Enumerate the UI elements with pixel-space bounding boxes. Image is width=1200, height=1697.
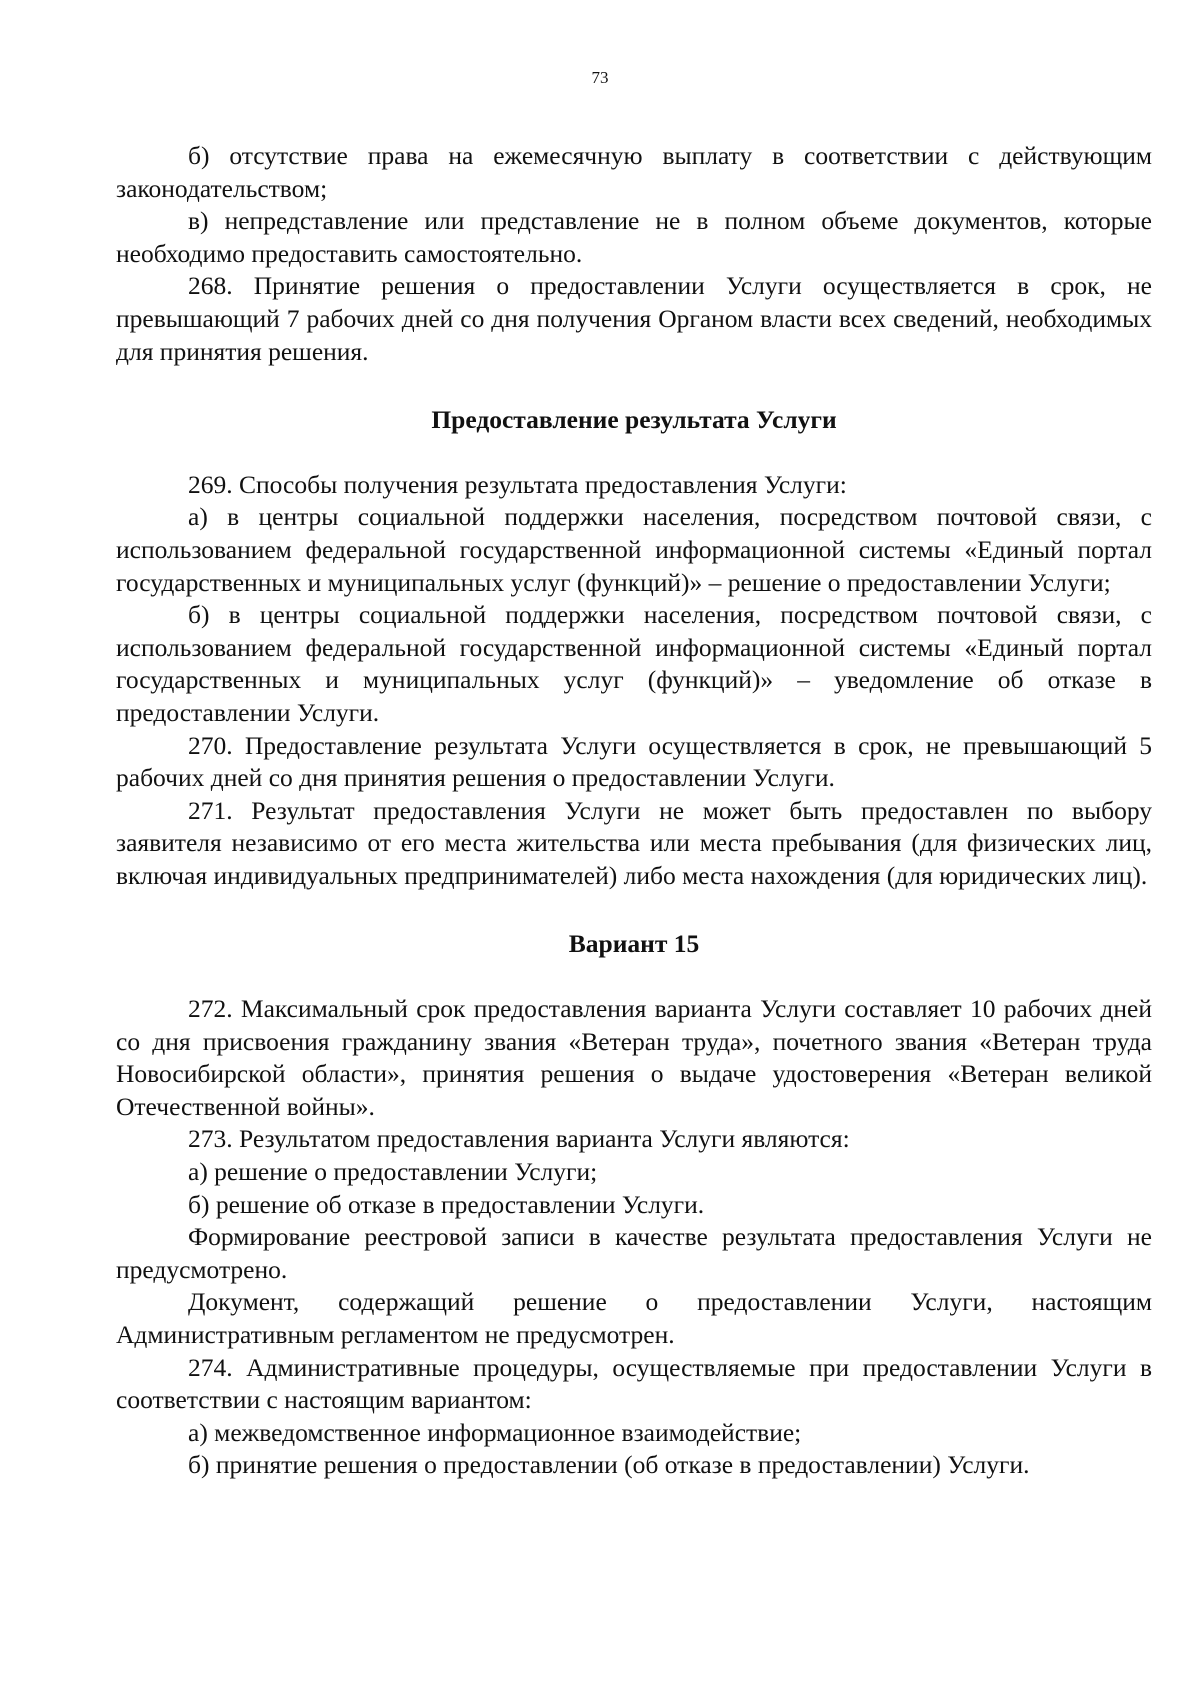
paragraph: 272. Максимальный срок предоставления варианта Услуги составляет 10 рабочих дней со дня присвоения гражданину звания «Ветеран труда», почетного звания «Ветеран труда Новосибирской области», принятия решения о выдаче удостоверения «Ветеран великой Отечественной войны». <box>116 994 1152 1121</box>
document-body <box>116 140 1152 1482</box>
paragraph: а) межведомственное информационное взаимодействие; <box>188 1417 802 1447</box>
paragraph: Документ, содержащий решение о предоставлении Услуги, настоящим Административным регламентом не предусмотрен. <box>116 1287 1152 1349</box>
paragraph: 271. Результат предоставления Услуги не может быть предоставлен по выбору заявителя независимо от его места жительства или места пребывания (для физических лиц, включая индивидуальных предпринимателей) либо места нахождения (для юридических лиц). <box>116 795 1152 890</box>
paragraph: б) решение об отказе в предоставлении Услуги. <box>188 1189 705 1219</box>
paragraph: б) принятие решения о предоставлении (об отказе в предоставлении) Услуги. <box>188 1450 1030 1480</box>
paragraph: б) в центры социальной поддержки населения, посредством почтовой связи, с использованием федеральной государственной информационной системы «Единый портал государственных и муниципальных услуг (функций)» – уведомление об отказе в предоставлении Услуги. <box>116 600 1152 727</box>
paragraph: Формирование реестровой записи в качестве результата предоставления Услуги не предусмотрено. <box>116 1222 1152 1284</box>
paragraph: 269. Способы получения результата предоставления Услуги: <box>188 469 847 499</box>
section-heading: Вариант 15 <box>568 929 700 959</box>
paragraph: 270. Предоставление результата Услуги осуществляется в срок, не превышающий 5 рабочих дней со дня принятия решения о предоставлении Услуги. <box>116 730 1152 793</box>
section-heading: Предоставление результата Услуги <box>431 405 837 435</box>
paragraph: а) решение о предоставлении Услуги; <box>188 1157 598 1187</box>
paragraph: б) отсутствие права на ежемесячную выплату в соответствии с действующим законодательством; <box>116 141 1152 203</box>
page-number: 73 <box>591 68 609 87</box>
paragraph: 273. Результатом предоставления варианта Услуги являются: <box>188 1124 850 1154</box>
paragraph: а) в центры социальной поддержки населения, посредством почтовой связи, с использованием федеральной государственной информационной системы «Единый портал государственных и муниципальных услуг (функций)» – решение о предоставлении Услуги; <box>116 502 1152 597</box>
paragraph: в) непредставление или представление не в полном объеме документов, которые необходимо предоставить самостоятельно. <box>116 206 1152 268</box>
paragraph: 268. Принятие решения о предоставлении Услуги осуществляется в срок, не превышающий 7 рабочих дней со дня получения Органом власти всех сведений, необходимых для принятия решения. <box>116 271 1152 366</box>
paragraph: 274. Административные процедуры, осуществляемые при предоставлении Услуги в соответствии с настоящим вариантом: <box>116 1352 1152 1415</box>
